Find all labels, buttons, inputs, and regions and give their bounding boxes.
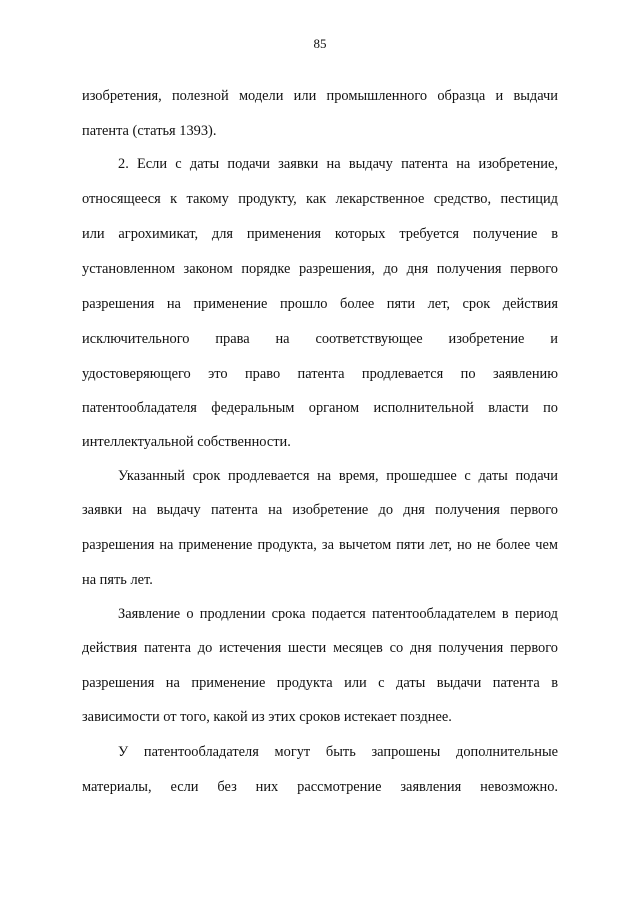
body-text-line: Указанный срок продлевается на время, прошедшее с даты подачи <box>118 468 558 484</box>
body-text-line: на пять лет. <box>82 572 153 588</box>
body-text-line: относящееся к такому продукту, как лекарственное средство, пестицид <box>82 191 558 207</box>
body-text-line: патента (статья 1393). <box>82 123 217 139</box>
body-text-line: удостоверяющего это право патента продлевается по заявлению <box>82 366 558 382</box>
body-text-line: действия патента до истечения шести месяцев со дня получения первого <box>82 640 558 656</box>
body-text-line: изобретения, полезной модели или промышленного образца и выдачи <box>82 88 558 104</box>
body-text-line: Заявление о продлении срока подается патентообладателем в период <box>118 606 558 622</box>
body-text-line: интеллектуальной собственности. <box>82 434 291 450</box>
body-text-line: У патентообладателя могут быть запрошены дополнительные <box>118 744 558 760</box>
body-text-line: исключительного права на соответствующее изобретение и <box>82 331 558 347</box>
body-text-line: разрешения на применение продукта, за вычетом пяти лет, но не более чем <box>82 537 558 553</box>
body-text-line: разрешения на применение продукта или с даты выдачи патента в <box>82 675 558 691</box>
body-text-line: разрешения на применение прошло более пяти лет, срок действия <box>82 296 558 312</box>
body-text-line: патентообладателя федеральным органом исполнительной власти по <box>82 400 558 416</box>
body-text-line: или агрохимикат, для применения которых требуется получение в <box>82 226 558 242</box>
body-text-line: 2. Если с даты подачи заявки на выдачу патента на изобретение, <box>118 156 558 172</box>
body-text-line: заявки на выдачу патента на изобретение до дня получения первого <box>82 502 558 518</box>
body-text-line: зависимости от того, какой из этих сроков истекает позднее. <box>82 709 452 725</box>
page-number: 85 <box>313 36 327 51</box>
body-text-line: установленном законом порядке разрешения, до дня получения первого <box>82 261 558 277</box>
body-text-line: материалы, если без них рассмотрение заявления невозможно. <box>82 779 558 795</box>
